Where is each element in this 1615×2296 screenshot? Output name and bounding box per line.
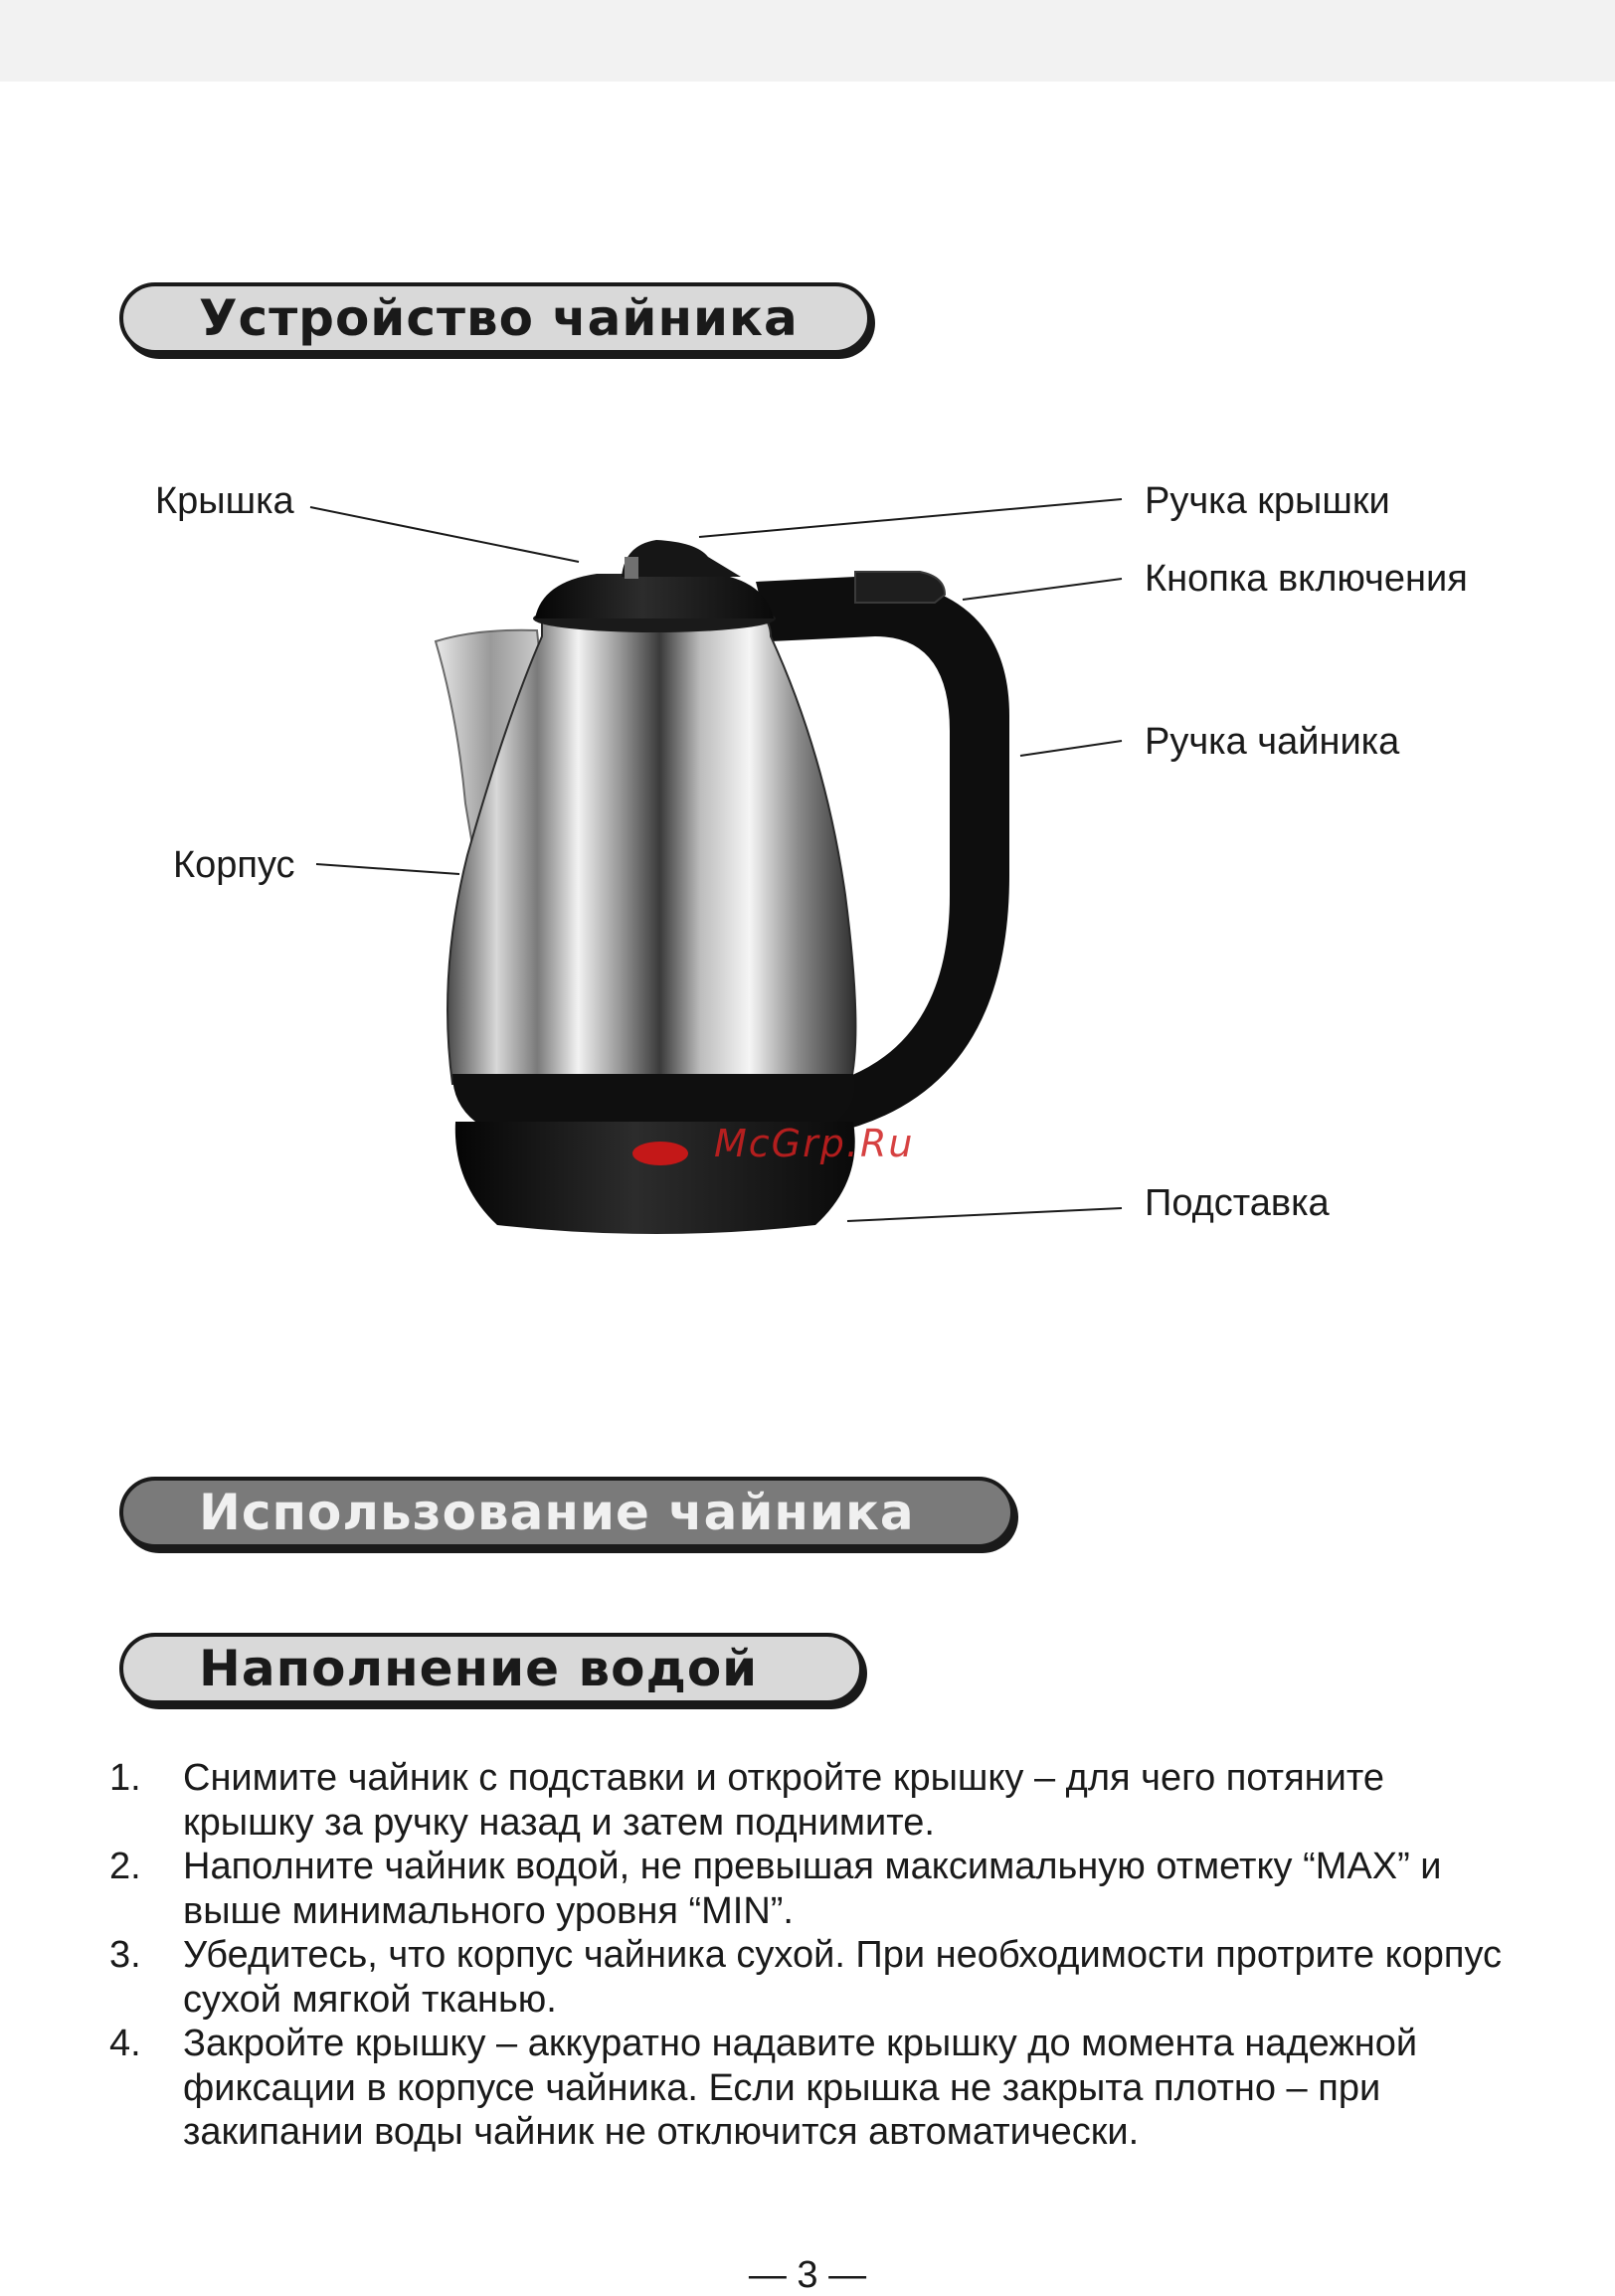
label-kettle-handle: Ручка чайника <box>1145 721 1400 763</box>
step-number: 1. <box>109 1757 141 1799</box>
step-text: Наполните чайник водой, не превышая максимальную отметку “MAX” и выше минимального уровня “MIN”. <box>183 1846 1442 1932</box>
lid-release-shape <box>625 557 638 579</box>
list-item <box>109 1933 1522 2022</box>
filling-steps-list <box>109 1756 1522 2155</box>
label-body: Корпус <box>173 844 295 886</box>
watermark-text: McGrp.Ru <box>714 1122 915 1165</box>
step-number: 2. <box>109 1846 141 1887</box>
label-power-button: Кнопка включения <box>1145 558 1468 600</box>
step-text: Снимите чайник с подставки и откройте крышку – для чего потяните крышку за ручку назад и затем поднимите. <box>183 1757 1384 1844</box>
list-item <box>109 1756 1522 1845</box>
step-number: 3. <box>109 1934 141 1976</box>
leader-line-base <box>847 1208 1122 1221</box>
list-item <box>109 2022 1522 2155</box>
label-lid: Крышка <box>155 480 294 522</box>
kettle-bottom-band-shape <box>452 1074 855 1122</box>
top-margin-band <box>0 0 1615 82</box>
section-title-filling: Наполнение водой <box>119 1633 863 1704</box>
leader-line-power-button <box>963 579 1122 600</box>
kettle-lid-knob-shape <box>622 540 741 577</box>
page-number: — 3 — <box>748 2254 867 2296</box>
step-number: 4. <box>109 2023 141 2064</box>
leader-line-lid <box>310 507 579 562</box>
leader-line-body <box>316 864 459 874</box>
section-title-usage: Использование чайника <box>119 1477 1014 1548</box>
power-button-shape <box>855 572 945 603</box>
power-indicator-light <box>632 1142 688 1165</box>
kettle-lid-shape <box>535 574 774 618</box>
leader-line-kettle-handle <box>1020 741 1122 756</box>
leader-line-lid-handle <box>699 499 1122 537</box>
section-title-device: Устройство чайника <box>119 282 871 354</box>
label-lid-handle: Ручка крышки <box>1145 480 1390 522</box>
step-text: Закройте крышку – аккуратно надавите крышку до момента надежной фиксации в корпусе чайника. Если крышка не закрыта плотно – при закипании воды чайник не отключится автоматически. <box>183 2023 1418 2153</box>
list-item <box>109 1845 1522 1933</box>
label-base: Подставка <box>1145 1182 1330 1224</box>
step-text: Убедитесь, что корпус чайника сухой. При необходимости протрите корпус сухой мягкой тканью. <box>183 1934 1503 2021</box>
